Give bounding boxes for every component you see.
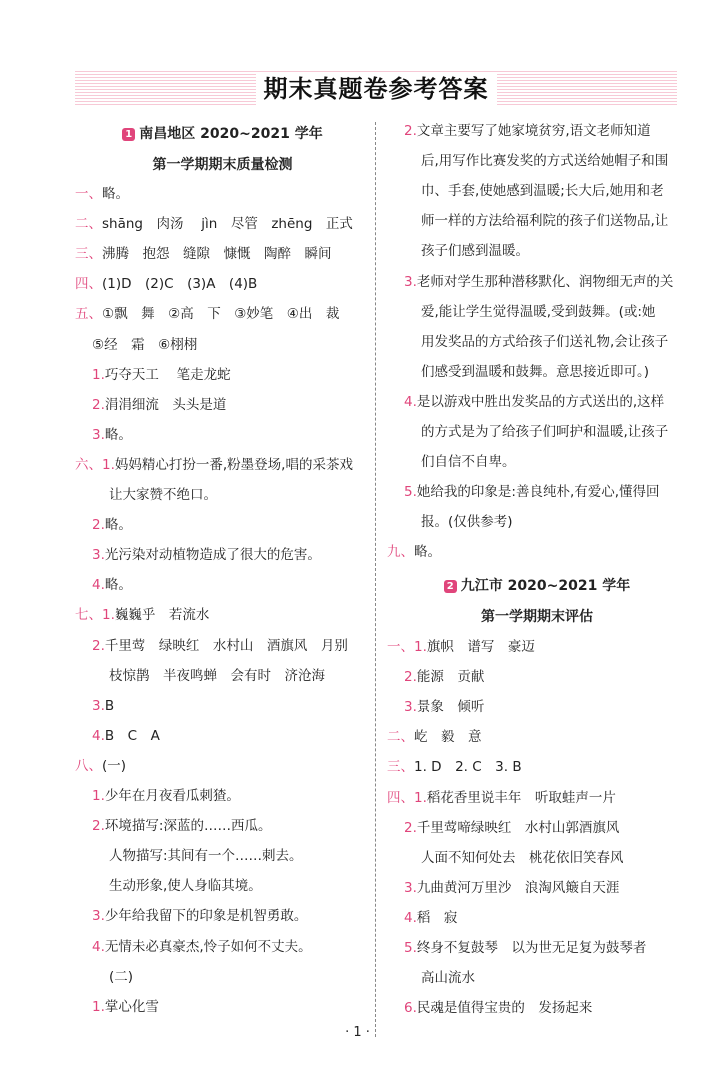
answer-marker: 2. (92, 637, 105, 654)
answer-line (92, 997, 159, 1017)
answer-line (404, 938, 646, 958)
answer-marker: 七、1. (75, 607, 115, 624)
answer-text: 少年给我留下的印象是机智勇敢。 (104, 908, 308, 925)
answer-line (421, 332, 668, 352)
answer-text: 孩子们感到温暖。 (421, 243, 529, 260)
answer-text: (一) (102, 757, 127, 774)
answer-marker: 3. (404, 699, 417, 716)
answer-text: ⑤经 霜 ⑥栩栩 (92, 336, 198, 353)
answer-text: 妈妈精心打扮一番,粉墨登场,唱的采茶戏 (114, 456, 353, 473)
answer-text: 旗帜 谱写 豪迈 (426, 639, 535, 655)
answer-marker: 3. (92, 426, 105, 443)
answer-marker: 四、1. (387, 789, 427, 806)
answer-line (421, 211, 668, 231)
answer-text: 屹 毅 意 (414, 729, 482, 746)
answer-text: 爱,能让学生觉得温暖,受到鼓舞。(或:她 (421, 303, 656, 320)
answer-text: 略。 (414, 544, 441, 561)
answer-marker: 一、1. (387, 639, 427, 655)
answer-text: 略。 (104, 517, 132, 534)
answer-text: 稻花香里说丰年 听取蛙声一片 (426, 789, 616, 806)
answer-line (92, 395, 226, 415)
answer-marker: 2. (92, 517, 105, 534)
answer-line (92, 906, 307, 926)
answer-line (109, 846, 303, 866)
answer-marker: 3. (404, 273, 417, 290)
answer-line (421, 968, 475, 988)
answer-text: 千里莺啼绿映红 水村山郭酒旗风 (416, 819, 620, 836)
answer-text: 报。(仅供参考) (421, 514, 513, 531)
answer-line (421, 181, 664, 201)
answer-text: 是以游戏中胜出发奖品的方式送出的,这样 (416, 393, 665, 410)
answer-line (404, 908, 457, 928)
answer-line (92, 515, 132, 535)
section-subtitle: 第一学期期末质量检测 (152, 157, 293, 173)
answer-text: 终身不复鼓琴 以为世无足复为鼓琴者 (416, 940, 647, 956)
answer-marker: 3. (92, 908, 105, 925)
answer-line (387, 788, 616, 808)
answer-line (92, 786, 240, 806)
answer-line (92, 545, 321, 565)
answer-line (387, 757, 522, 777)
answer-line (404, 482, 660, 502)
answer-text: shāng 肉汤 jìn 尽管 zhēng 正式 (102, 216, 353, 233)
answer-line (92, 726, 160, 746)
answer-text: 文章主要写了她家境贫穷,语文老师知道 (416, 123, 651, 139)
answer-marker: 2. (404, 819, 417, 836)
answer-line (404, 878, 619, 898)
answer-marker: 一、 (75, 186, 102, 202)
answer-marker: 5. (404, 940, 417, 956)
answer-line (404, 121, 651, 141)
answer-line (421, 151, 668, 171)
answer-text: 人面不知何处去 桃花依旧笑春风 (421, 849, 624, 866)
answer-marker: 5. (404, 484, 417, 501)
answer-line (421, 362, 649, 382)
answer-line (92, 425, 132, 445)
answer-line (75, 274, 257, 294)
answer-marker: 1. (92, 998, 105, 1015)
answer-line (404, 392, 664, 412)
answer-line (387, 727, 482, 747)
answer-marker: 1. (92, 366, 105, 383)
answer-text: 巾、手套,使她感到温暖;长大后,她用和老 (421, 183, 664, 200)
answer-line (75, 304, 339, 324)
answer-line (75, 605, 209, 625)
answer-line (387, 637, 535, 657)
answer-marker: 九、 (387, 544, 414, 561)
answer-text: 略。 (102, 186, 129, 202)
answer-line (387, 542, 441, 562)
answer-text: 们感受到温暖和鼓舞。意思接近即可。) (421, 363, 650, 380)
answer-text: 九曲黄河万里沙 浪淘风簸自天涯 (416, 879, 620, 896)
answer-text: 们自信不自卑。 (421, 454, 516, 471)
answer-text: 千里莺 绿映红 水村山 酒旗风 月别 (104, 637, 348, 654)
answer-line (92, 636, 348, 656)
answer-marker: 3. (92, 547, 105, 564)
answer-line (404, 272, 673, 292)
answer-text: B (104, 697, 115, 714)
answer-line (109, 666, 325, 686)
answer-marker: 4. (92, 938, 105, 955)
answer-text: 略。 (104, 426, 132, 443)
answer-marker: 三、 (387, 759, 414, 776)
answer-text: 能源 贡献 (416, 669, 485, 686)
answer-line (421, 422, 668, 442)
answer-line (92, 816, 271, 836)
answer-line (404, 667, 484, 687)
answer-line (75, 756, 126, 776)
section-heading (75, 123, 370, 143)
answer-marker: 三、 (75, 246, 102, 263)
answer-marker: 二、 (75, 216, 102, 233)
answer-line (92, 696, 114, 716)
answer-marker: 2. (404, 669, 417, 686)
answer-text: 涓涓细流 头头是道 (104, 396, 227, 413)
page-title: 期末真题卷参考答案 (256, 72, 497, 106)
section-heading (387, 575, 687, 595)
answer-marker: 4. (404, 393, 417, 410)
answer-marker: 4. (92, 577, 105, 594)
answer-text: 她给我的印象是:善良纯朴,有爱心,懂得回 (416, 484, 660, 501)
answer-text: ①飘 舞 ②高 下 ③妙笔 ④出 裁 (102, 306, 340, 323)
answer-line (109, 876, 262, 896)
answer-line (75, 455, 353, 475)
answer-line (109, 967, 133, 987)
answer-line (404, 697, 484, 717)
answer-text: (二) (109, 968, 134, 985)
answer-text: 师一样的方法给福利院的孩子们送物品,让 (421, 213, 669, 230)
answer-text: 少年在月夜看瓜刺猹。 (104, 788, 240, 804)
answer-text: 1. D 2. C 3. B (414, 759, 522, 776)
answer-marker: 六、1. (75, 456, 115, 473)
answer-text: 高山流水 (421, 970, 475, 987)
answer-marker: 4. (404, 909, 417, 926)
answer-text: 无情未必真豪杰,怜子如何不丈夫。 (104, 938, 312, 955)
page-number: · 1 · (345, 1025, 370, 1040)
answer-marker: 4. (92, 727, 105, 744)
answer-text: 生动形象,使人身临其境。 (109, 878, 262, 895)
section-subtitle: 第一学期期末评估 (481, 609, 593, 625)
answer-marker: 四、 (75, 276, 102, 293)
section-number-badge: 2 (444, 580, 457, 593)
section-number-badge: 1 (122, 128, 135, 141)
answer-marker: 二、 (387, 729, 414, 746)
answer-text: 后,用写作比赛发奖的方式送给她帽子和围 (421, 153, 669, 170)
answer-text: 人物描写:其间有一个……刺去。 (109, 848, 303, 865)
answer-line (92, 937, 312, 957)
answer-text: 稻 寂 (416, 909, 458, 926)
answer-marker: 3. (92, 697, 105, 714)
answer-line (92, 575, 132, 595)
answer-marker: 3. (404, 879, 417, 896)
answer-text: 让大家赞不绝口。 (109, 487, 217, 503)
column-divider (375, 122, 376, 1037)
answer-line (75, 214, 353, 234)
answer-line (421, 452, 516, 472)
answer-marker: 2. (92, 396, 105, 413)
answer-marker: 1. (92, 788, 105, 804)
answer-text: 沸腾 抱怨 缝隙 慷慨 陶醉 瞬间 (102, 246, 332, 263)
answer-line (404, 818, 619, 838)
title-banner (75, 71, 677, 107)
answer-text: 光污染对动植物造成了很大的危害。 (104, 547, 321, 564)
answer-line (421, 848, 624, 868)
answer-marker: 2. (92, 818, 105, 835)
answer-text: (1)D (2)C (3)A (4)B (102, 276, 258, 293)
section-title: 南昌地区 2020~2021 学年 (139, 126, 323, 142)
answer-text: 枝惊鹊 半夜鸣蝉 会有时 济沧海 (109, 667, 325, 684)
answer-marker: 五、 (75, 306, 102, 323)
answer-line (75, 184, 129, 204)
answer-line (92, 335, 197, 355)
section-title: 九江市 2020~2021 学年 (460, 578, 631, 594)
answer-text: 景象 倾听 (416, 699, 485, 716)
answer-text: 民魂是值得宝贵的 发扬起来 (416, 1000, 593, 1017)
answer-line (421, 241, 529, 261)
answer-line (92, 365, 231, 385)
answer-text: 巍巍乎 若流水 (114, 607, 210, 624)
answer-text: 老师对学生那种潜移默化、润物细无声的关 (416, 273, 674, 290)
answer-text: 的方式是为了给孩子们呵护和温暖,让孩子 (421, 424, 669, 440)
answer-line (421, 302, 655, 322)
answer-line (75, 244, 332, 264)
answer-line (404, 998, 592, 1018)
answer-text: 环境描写:深蓝的……西瓜。 (104, 818, 272, 835)
answer-text: B C A (104, 727, 160, 744)
answer-marker: 2. (404, 123, 417, 139)
answer-line (109, 485, 217, 505)
answer-line (421, 512, 513, 532)
answer-text: 巧夺天工 笔走龙蛇 (104, 366, 231, 383)
answer-text: 略。 (104, 577, 132, 594)
answer-text: 用发奖品的方式给孩子们送礼物,会让孩子 (421, 333, 669, 350)
answer-text: 掌心化雪 (104, 998, 159, 1015)
answer-marker: 6. (404, 1000, 417, 1017)
answer-marker: 八、 (75, 757, 102, 774)
